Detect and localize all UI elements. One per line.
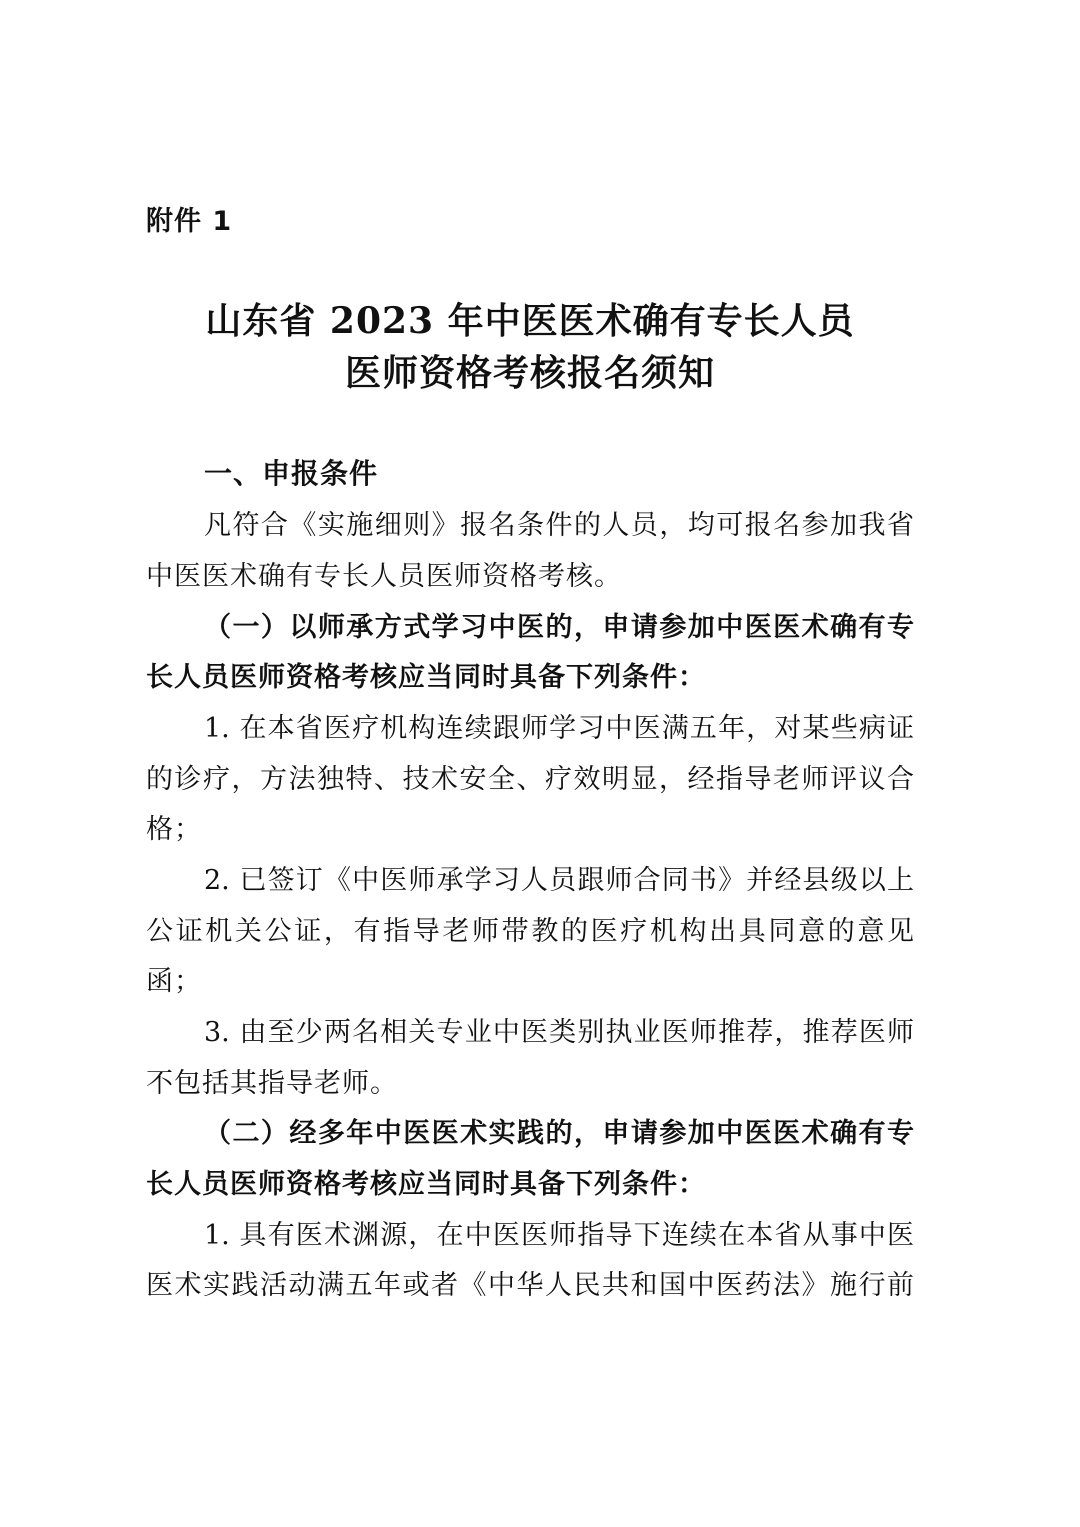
intro-paragraph-line: 凡符合《实施细则》报名条件的人员，均可报名参加我省: [204, 510, 914, 541]
condition-item-line: 3. 由至少两名相关专业中医类别执业医师推荐，推荐医师: [204, 1017, 914, 1048]
attachment-label: 附件 1: [146, 206, 233, 237]
condition-item-line: 1. 具有医术渊源，在中医医师指导下连续在本省从事中医: [204, 1220, 914, 1251]
subsection-heading-apprenticeship-line: 长人员医师资格考核应当同时具备下列条件：: [146, 662, 706, 693]
subsection-heading-practice-line: （二）经多年中医医术实践的，申请参加中医医术确有专: [204, 1118, 914, 1149]
condition-item-line: 函；: [146, 966, 202, 997]
condition-item-line: 医术实践活动满五年或者《中华人民共和国中医药法》施行前: [146, 1270, 914, 1301]
condition-item-line: 的诊疗，方法独特、技术安全、疗效明显，经指导老师评议合: [146, 764, 914, 795]
section-heading-application-conditions: 一、申报条件: [204, 457, 379, 490]
condition-item-line: 不包括其指导老师。: [146, 1068, 398, 1099]
intro-paragraph-line: 中医医术确有专长人员医师资格考核。: [146, 561, 622, 592]
condition-item-line: 公证机关公证，有指导老师带教的医疗机构出具同意的意见: [146, 916, 914, 947]
subsection-heading-apprenticeship-line: （一）以师承方式学习中医的，申请参加中医医术确有专: [204, 612, 914, 643]
subsection-heading-practice-line: 长人员医师资格考核应当同时具备下列条件：: [146, 1169, 706, 1200]
condition-item-line: 1. 在本省医疗机构连续跟师学习中医满五年，对某些病证: [204, 713, 914, 744]
condition-item-line: 格；: [146, 814, 202, 845]
condition-item-line: 2. 已签订《中医师承学习人员跟师合同书》并经县级以上: [204, 865, 914, 896]
document-title-line-1: 山东省 2023 年中医医术确有专长人员: [205, 300, 855, 342]
document-title-line-2: 医师资格考核报名须知: [344, 352, 715, 394]
